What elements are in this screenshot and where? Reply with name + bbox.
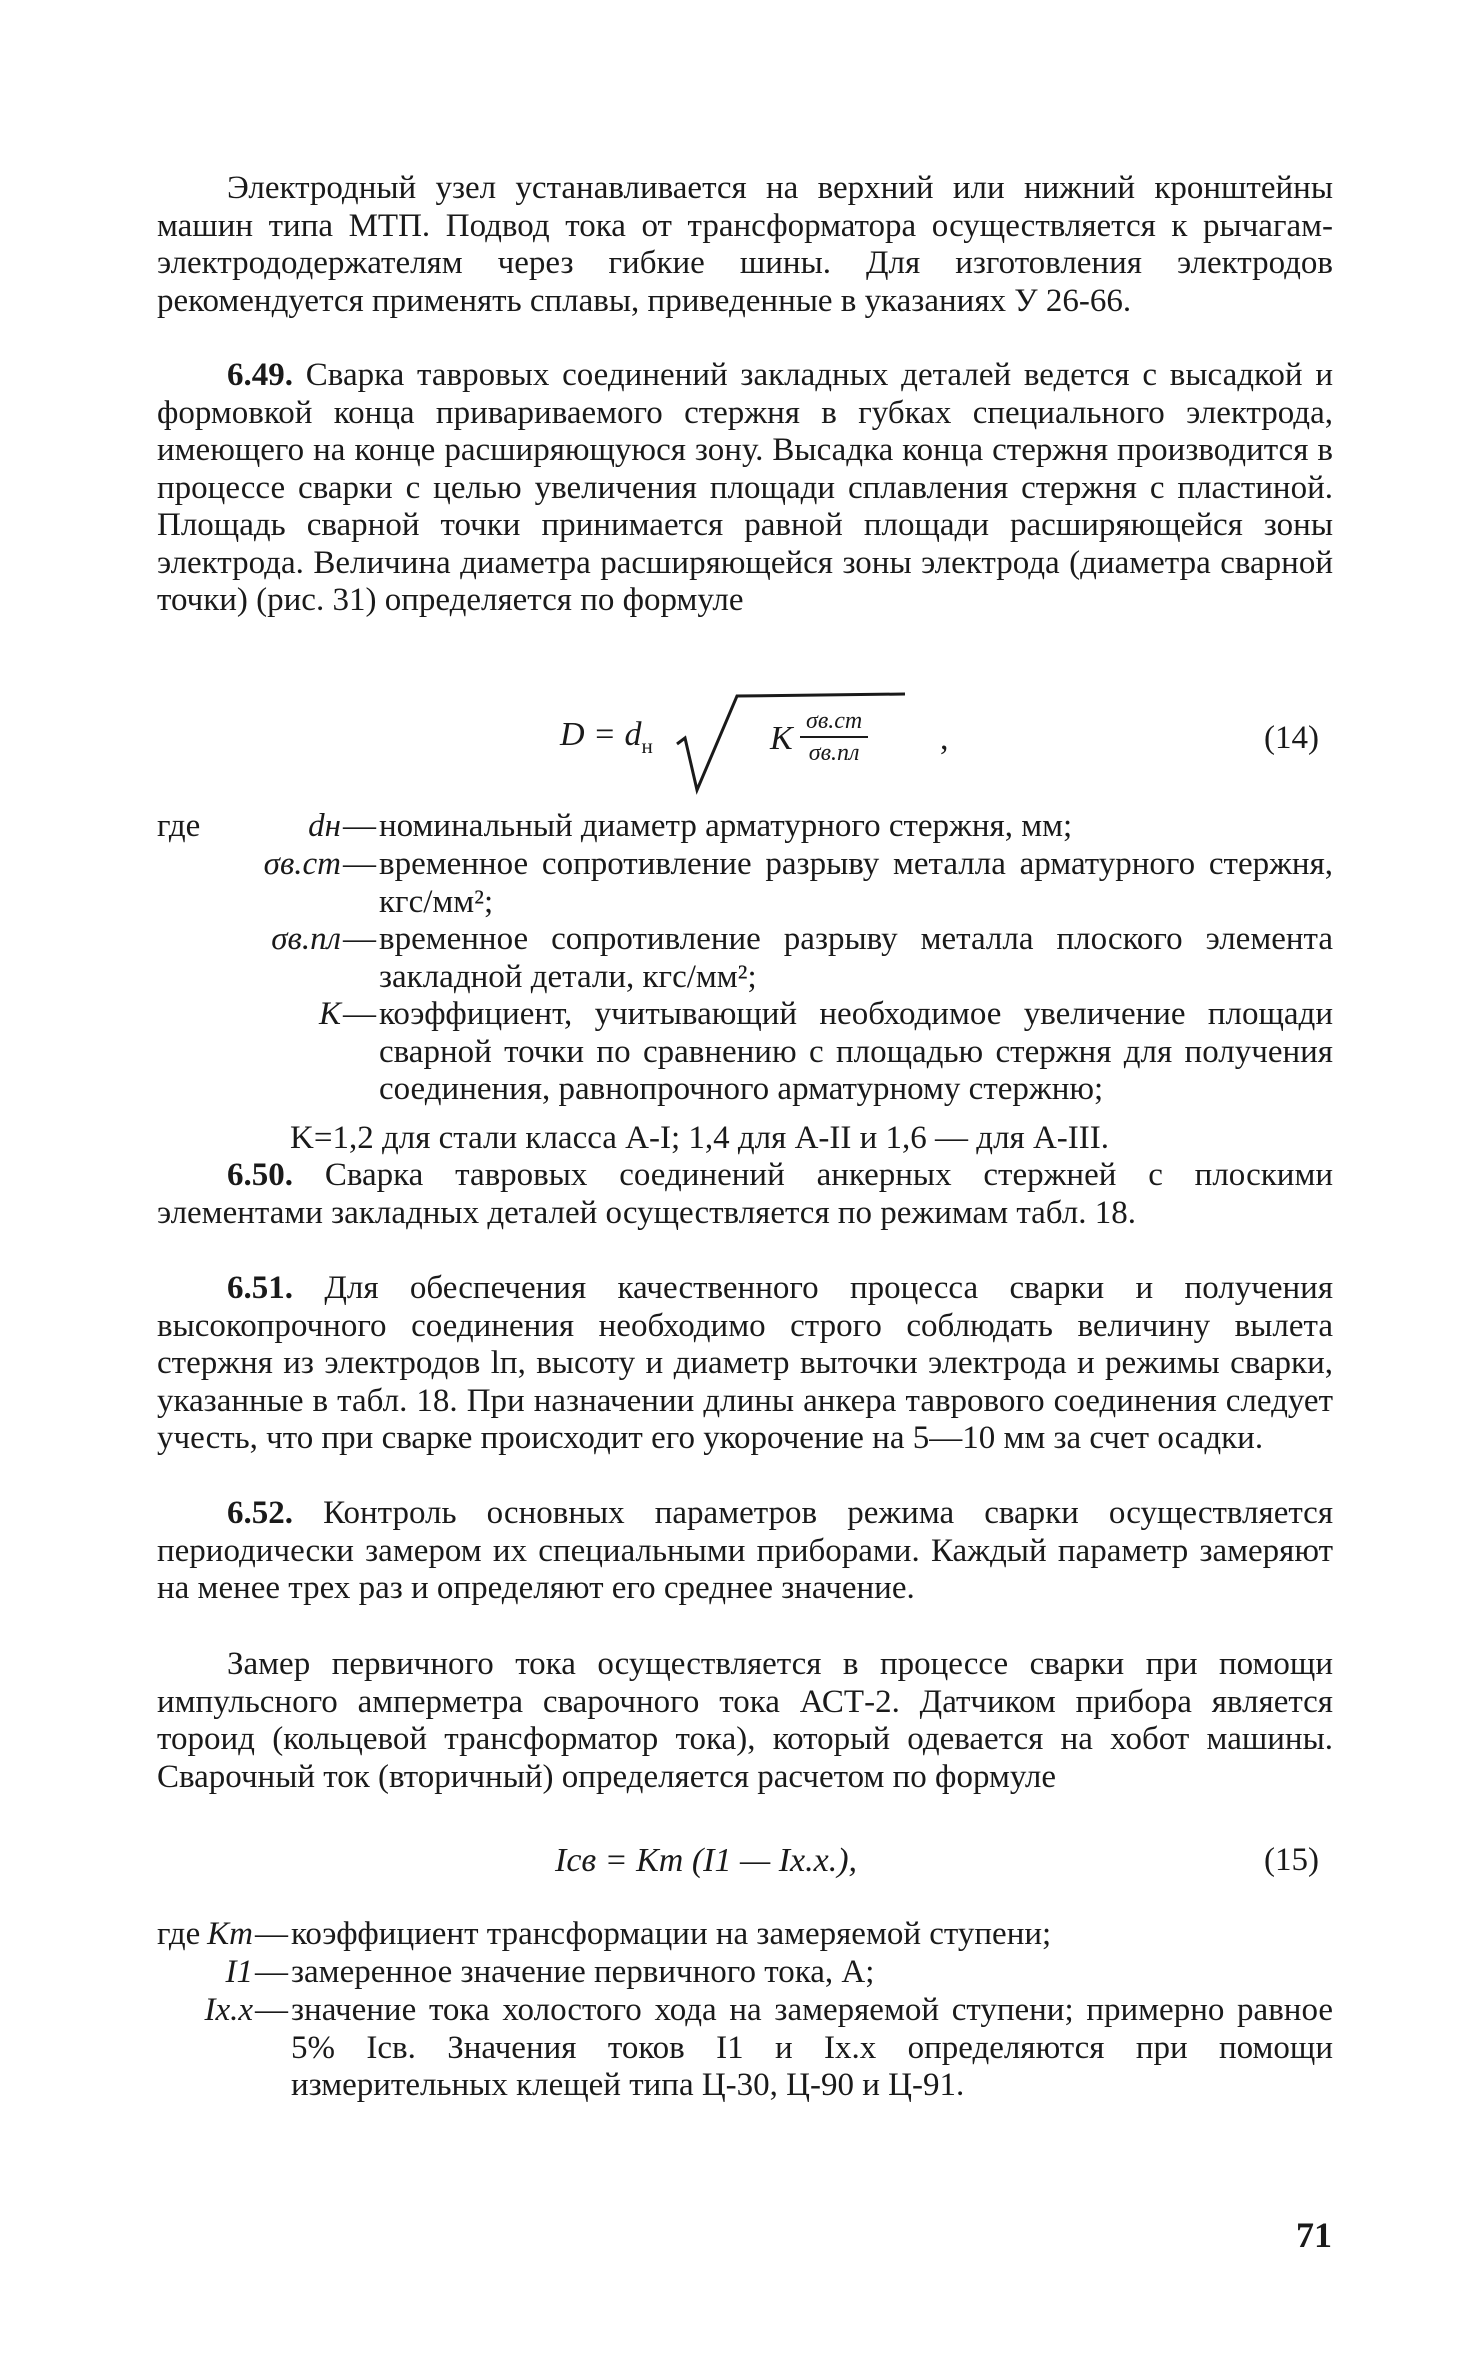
- section-number: 6.52.: [227, 1495, 293, 1531]
- paragraph-intro: Электродный узел устанавливается на верхний или нижний кронштейны машин типа МТП. Подвод тока от трансформатора осуществляется к рычагам-электрододержателям через гибкие шины. Для изготовления электродов рекомендуется применять сплавы, приведенные в указаниях У 26-66.: [157, 170, 1333, 319]
- legend-text: коэффициент трансформации на замеряемой ступени;: [291, 1916, 1052, 1952]
- legend-symbol: Iх.х: [204, 1992, 253, 2028]
- formula-k: K: [770, 720, 793, 757]
- formula-15: [0, 1842, 1476, 1892]
- paragraph-6-50: [157, 1157, 1333, 1232]
- legend-text: номинальный диаметр арматурного стержня, мм;: [379, 808, 1073, 844]
- legend-text: замеренное значение первичного тока, А;: [291, 1954, 875, 1990]
- legend-symbol: I1: [225, 1954, 253, 1990]
- paragraph-text: Для обеспечения качественного процесса сварки и получения высокопрочного соединения необходимо строго соблюдать величину вылета стержня из электродов lп, высоту и диаметр выточки электрода и режимы сварки, указанные в табл. 18. При назначении длины анкера таврового соединения следует учесть, что при сварке происходит его укорочение на 5—10 мм за счет осадки.: [157, 1270, 1333, 1456]
- paragraph-text: Сварка тавровых соединений анкерных стержней с плоскими элементами закладных деталей осуществляется по режимам табл. 18.: [157, 1157, 1333, 1231]
- legend-symbol: dн: [308, 808, 341, 844]
- legend-where: где: [157, 1916, 201, 1952]
- formula-comma: ,: [940, 720, 949, 757]
- page-number: 71: [1296, 2215, 1332, 2255]
- legend-text: коэффициент, учитывающий необходимое увеличение площади сварной точки по сравнению с площадью стержня для получения соединения, равнопрочного арматурному стержню;: [379, 996, 1333, 1107]
- paragraph-6-51: [157, 1270, 1333, 1458]
- paragraph-text: Контроль основных параметров режима сварки осуществляется периодически замером их специальными приборами. Каждый параметр замеряют на менее трех раз и определяют его среднее значение.: [157, 1495, 1333, 1606]
- paragraph-6-52: [157, 1495, 1333, 1608]
- formula-number: (14): [1264, 720, 1319, 756]
- legend-text: временное сопротивление разрыву металла плоского элемента закладной детали, кгс/мм²;: [379, 921, 1333, 995]
- section-number: 6.50.: [227, 1157, 293, 1193]
- legend-formula-15: где Kт — коэффициент трансформации на замеряемой ступени; I1 — замеренное значение первичного тока, А; Iх.х — значение тока холостого хода на замеряемой ступени; примерно равное 5% Iсв. Значения токов I1 и Iх.х определяются при помощи измерительных клещей типа Ц-30, Ц-90 и Ц-91.: [157, 1916, 1333, 2103]
- formula-14: [0, 690, 1476, 800]
- section-number: 6.51.: [227, 1270, 293, 1306]
- formula-number: (15): [1264, 1842, 1319, 1878]
- paragraph-current-measurement: Замер первичного тока осуществляется в процессе сварки при помощи импульсного амперметра сварочного тока АСТ-2. Датчиком прибора является тороид (кольцевой трансформатор тока), который одевается на хобот машины. Сварочный ток (вторичный) определяется расчетом по формуле: [157, 1646, 1333, 1795]
- legend-text: временное сопротивление разрыву металла арматурного стержня, кгс/мм²;: [379, 846, 1333, 920]
- formula-lhs: $D = d_н$: [560, 716, 653, 758]
- legend-symbol: σв.пл: [271, 921, 341, 957]
- paragraph-6-49: [157, 357, 1333, 620]
- paragraph-text: Сварка тавровых соединений закладных деталей ведется с высадкой и формовкой конца привариваемого стержня в губках специального электрода, имеющего на конце расширяющуюся зону. Высадка конца стержня производится в процессе сварки с целью увеличения площади сплавления стержня с пластиной. Площадь сварной точки принимается равной площади расширяющейся зоны электрода. Величина диаметра расширяющейся зоны электрода (диаметра сварной точки) (рис. 31) определяется по формуле: [157, 357, 1333, 618]
- formula-body: Iсв = Kт (I1 — Iх.х.),: [555, 1842, 858, 1879]
- formula-fraction: [800, 706, 868, 768]
- fraction-denominator: σв.пл: [808, 740, 860, 766]
- legend-formula-14: где dн — номинальный диаметр арматурного стержня, мм; σв.ст — временное сопротивление разрыву металла арматурного стержня, кгс/мм²; σв.пл — временное сопротивление разрыву металла плоского элемента закладной детали, кгс/мм²; K — коэффициент, учитывающий необходимое увеличение площади сварной точки по сравнению с площадью стержня для получения соединения, равнопрочного арматурному стержню;: [157, 808, 1333, 1107]
- k-values-line: K=1,2 для стали класса А-I; 1,4 для А-II и 1,6 — для А-III.: [290, 1120, 1110, 1156]
- section-number: 6.49.: [227, 357, 293, 393]
- legend-symbol: σв.ст: [263, 846, 341, 882]
- fraction-numerator: σв.ст: [800, 706, 868, 738]
- legend-where: где: [157, 808, 201, 844]
- legend-symbol: Kт: [207, 1916, 253, 1952]
- legend-symbol: K: [318, 996, 341, 1032]
- legend-text: значение тока холостого хода на замеряемой ступени; примерно равное 5% Iсв. Значения токов I1 и Iх.х определяются при помощи измерительных клещей типа Ц-30, Ц-90 и Ц-91.: [291, 1992, 1333, 2103]
